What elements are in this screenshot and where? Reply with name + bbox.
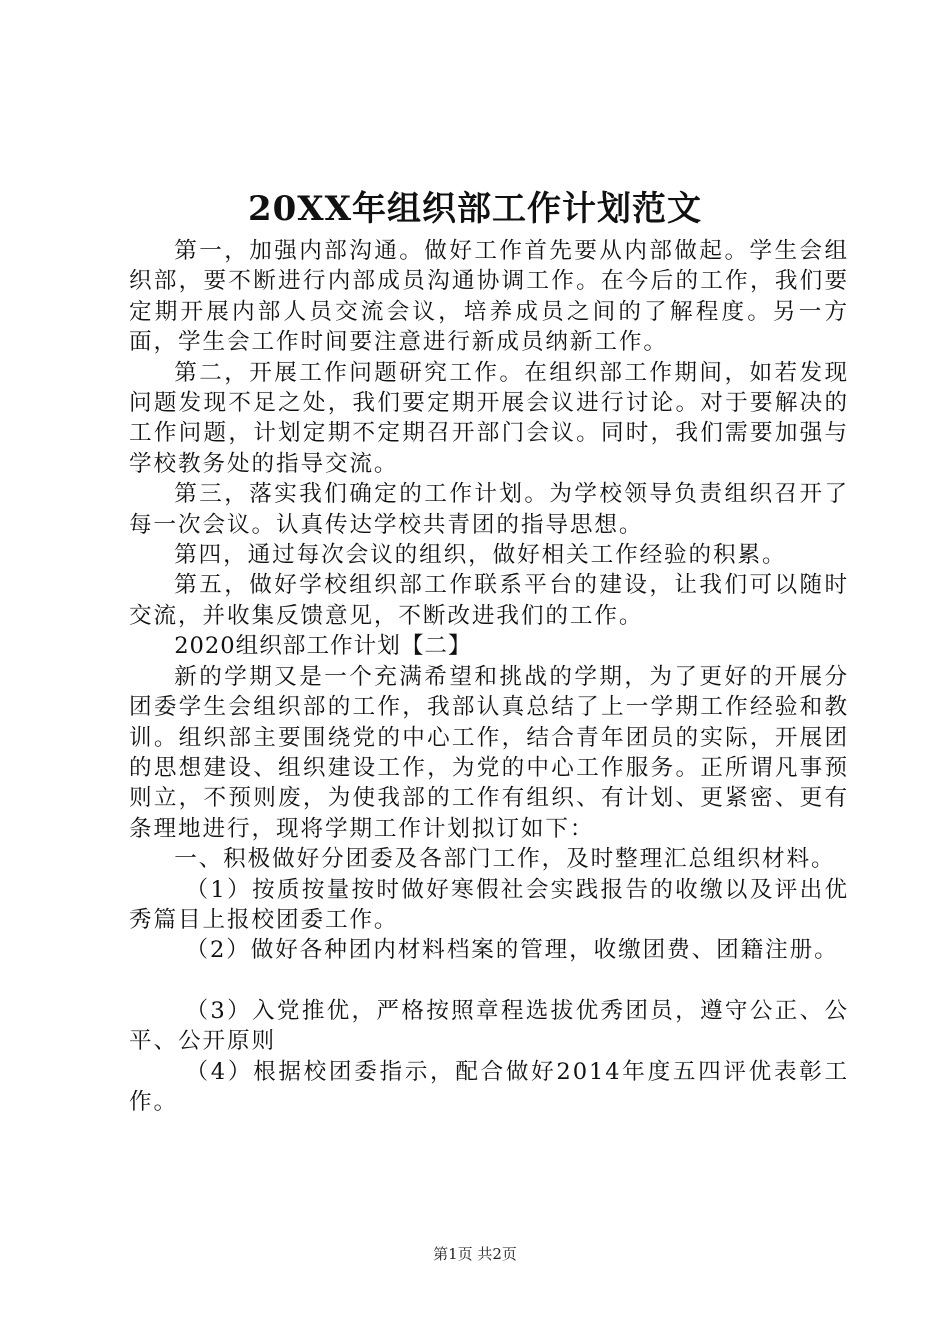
list-item-1: （1）按质按量按时做好寒假社会实践报告的收缴以及评出优秀篇目上报校团委工作。	[129, 876, 849, 933]
paragraph-2: 第二，开展工作问题研究工作。在组织部工作期间，如若发现问题发现不足之处，我们要定期开展会议进行讨论。对于要解决的工作问题，计划定期不定期召开部门会议。同时，我们需要加强与学校教务处的指导交流。	[129, 359, 849, 477]
list-heading: 一、积极做好分团委及各部门工作，及时整理汇总组织材料。	[174, 846, 836, 873]
list-item-4: （4）根据校团委指示，配合做好2014年度五四评优表彰工作。	[129, 1058, 849, 1115]
document-title: 20XX年组织部工作计划范文	[247, 189, 703, 229]
document-body	[129, 236, 849, 1117]
paragraph-5: 第五，做好学校组织部工作联系平台的建设，让我们可以随时交流，并收集反馈意见，不断改进我们的工作。	[129, 572, 849, 629]
page-footer: 第1页 共2页	[433, 1245, 517, 1263]
paragraph-3: 第三，落实我们确定的工作计划。为学校领导负责组织召开了每一次会议。认真传达学校共青团的指导思想。	[129, 481, 849, 538]
section-heading: 2020组织部工作计划【二】	[174, 633, 472, 660]
paragraph-4: 第四，通过每次会议的组织，做好相关工作经验的积累。	[174, 542, 787, 569]
list-item-2: （2）做好各种团内材料档案的管理，收缴团费、团籍注册。	[185, 937, 839, 964]
paragraph-intro: 新的学期又是一个充满希望和挑战的学期，为了更好的开展分团委学生会组织部的工作，我部认真总结了上一学期工作经验和教训。组织部主要围绕党的中心工作，结合青年团员的实际，开展团的思想建设、组织建设工作，为党的中心工作服务。正所谓凡事预则立，不预则废，为使我部的工作有组织、有计划、更紧密、更有条理地进行，现将学期工作计划拟订如下：	[129, 663, 849, 842]
paragraph-1: 第一，加强内部沟通。做好工作首先要从内部做起。学生会组织部，要不断进行内部成员沟通协调工作。在今后的工作，我们要定期开展内部人员交流会议，培养成员之间的了解程度。另一方面，学生会工作时间要注意进行新成员纳新工作。	[129, 238, 849, 356]
list-item-3: （3）入党推优，严格按照章程选拔优秀团员，遵守公正、公平、公开原则	[129, 997, 849, 1055]
